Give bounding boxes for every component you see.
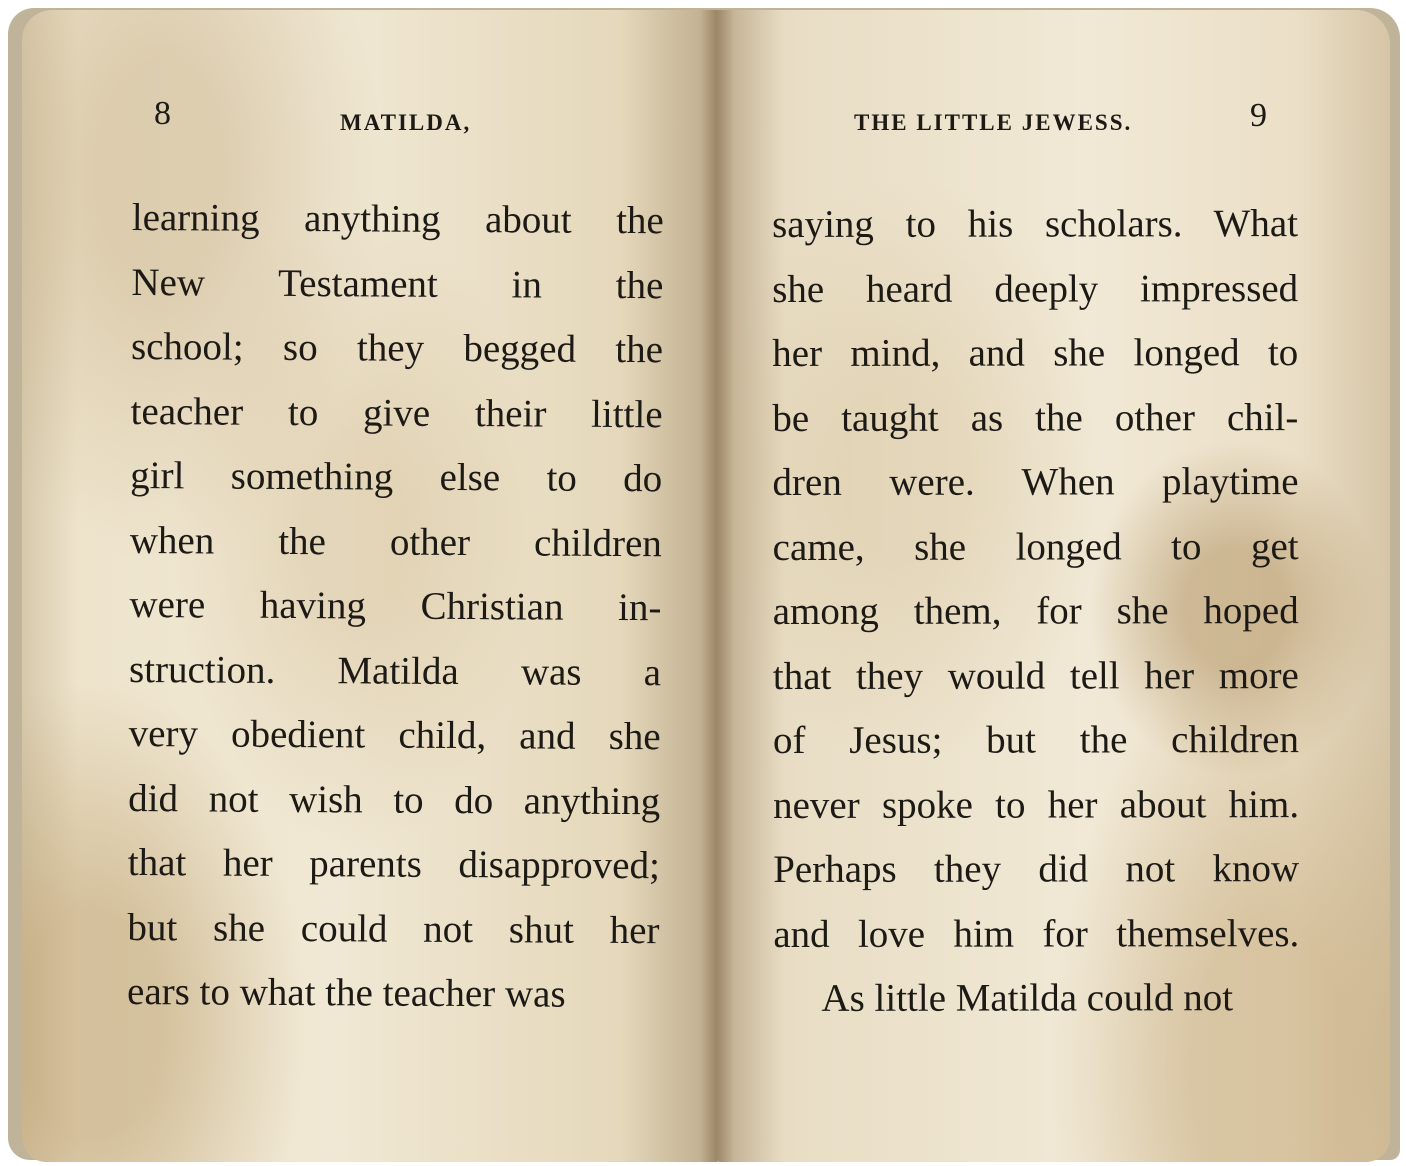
right-text-line: dren were. When playtime <box>772 460 1299 504</box>
right-text-line: Perhaps they did not know <box>773 847 1300 891</box>
left-text-line: that her parents disapproved; <box>127 840 660 888</box>
right-page <box>718 10 1390 1162</box>
right-running-header: THE LITTLE JEWESS. <box>854 110 1133 135</box>
right-text-line: came, she longed to get <box>772 524 1299 569</box>
left-text-line: school; so they begged the <box>130 324 664 372</box>
left-text-line: very obedient child, and she <box>128 711 661 759</box>
left-text-line: were having Christian in- <box>129 582 662 630</box>
left-running-header: MATILDA, <box>340 110 472 135</box>
right-page-number: 9 <box>1250 97 1267 134</box>
right-text-line: saying to his scholars. What <box>772 202 1299 246</box>
left-text-line: learning anything about the <box>131 195 664 243</box>
left-page-number: 8 <box>154 95 171 132</box>
left-text-line: but she could not shut her <box>127 905 660 952</box>
right-page-text <box>772 192 1299 1031</box>
right-text-line: among them, for she hoped <box>772 589 1299 633</box>
left-page <box>22 10 718 1162</box>
right-text-line: be taught as the other chil- <box>772 395 1299 440</box>
left-text-line: ears to what the teacher was <box>126 969 566 1016</box>
right-text-line: she heard deeply impressed <box>772 266 1299 311</box>
left-text-line: New Testament in the <box>131 260 664 307</box>
right-text-line: As little Matilda could not <box>821 976 1234 1020</box>
right-text-line: and love him for themselves. <box>773 911 1300 956</box>
right-text-line: that they would tell her more <box>772 653 1299 698</box>
left-page-text <box>127 186 664 1028</box>
left-text-line: when the other children <box>129 518 662 565</box>
left-text-line: teacher to give their little <box>130 389 663 436</box>
right-text-line: her mind, and she longed to <box>772 331 1299 375</box>
right-text-line: of Jesus; but the children <box>772 718 1299 762</box>
right-text-line: never spoke to her about him. <box>773 782 1300 827</box>
left-text-line: struction. Matilda was a <box>128 647 662 694</box>
left-text-line: girl something else to do <box>130 453 663 501</box>
left-text-line: did not wish to do anything <box>128 776 661 823</box>
